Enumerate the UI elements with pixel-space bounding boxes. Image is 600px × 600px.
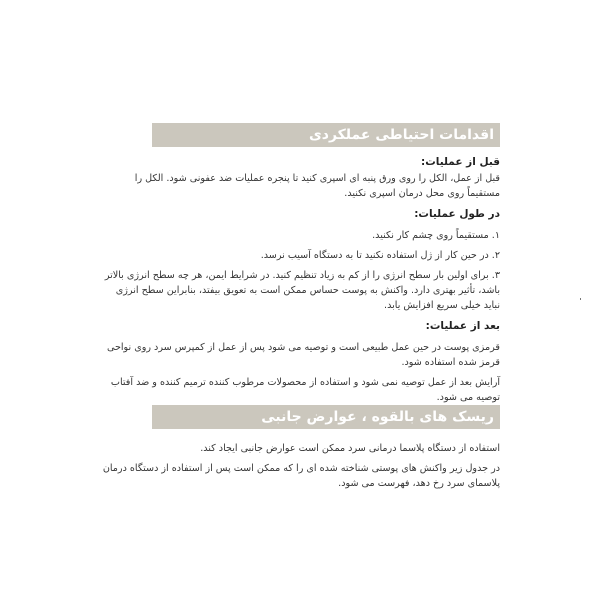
paragraph-after-operation-1: قرمزی پوست در حین عمل طبیعی است و توصیه می شود پس از عمل از کمپرس سرد روی نواحی قرمز شده استفاده شود. — [106, 342, 500, 368]
paragraph-risks-1: استفاده از دستگاه پلاسما درمانی سرد ممکن است عوارض جانبی ایجاد کند. — [200, 443, 500, 454]
stray-mark — [580, 298, 581, 300]
subheading-before-operation: قبل از عملیات: — [421, 156, 500, 168]
list-item-during-1: ۱. مستقیماً روی چشم کار نکنید. — [372, 230, 500, 241]
list-item-during-2: ۲. در حین کار از ژل استفاده نکنید تا به دستگاه آسیب نرسد. — [260, 250, 500, 261]
list-item-during-3: ۳. برای اولین بار سطح انرژی را از کم به زیاد تنظیم کنید. در شرایط ایمن، هر چه سطح انرژی بالاتر باشد، تأثیر بهتری دارد. واکنش به پوست حساس ممکن است به تعویق بیفتد، بنابراین سطح انرژی نباید خیلی سریع افزایش یابد. — [104, 270, 500, 311]
subheading-after-operation: بعد از عملیات: — [425, 320, 500, 332]
subheading-during-operation: در طول عملیات: — [414, 208, 500, 220]
paragraph-risks-2: در جدول زیر واکنش های پوستی شناخته شده ای را که ممکن است پس از استفاده از دستگاه درمان پلاسمای سرد رخ دهد، فهرست می شود. — [102, 463, 500, 489]
document-page — [99, 123, 500, 491]
paragraph-before-operation: قبل از عمل، الکل را روی ورق پنبه ای اسپری کنید تا پنجره عملیات ضد عفونی شود. الکل را مستقیماً روی محل درمان اسپری نکنید. — [134, 173, 500, 199]
section-header-potential-risks: ریسک های بالقوه ، عوارض جانبی — [152, 405, 500, 429]
section-header-operational-precautions: اقدامات احتیاطی عملکردی — [152, 123, 500, 147]
paragraph-after-operation-2: آرایش بعد از عمل توصیه نمی شود و استفاده از محصولات مرطوب کننده ترمیم کننده و ضد آفتاب توصیه می شود. — [110, 377, 500, 403]
